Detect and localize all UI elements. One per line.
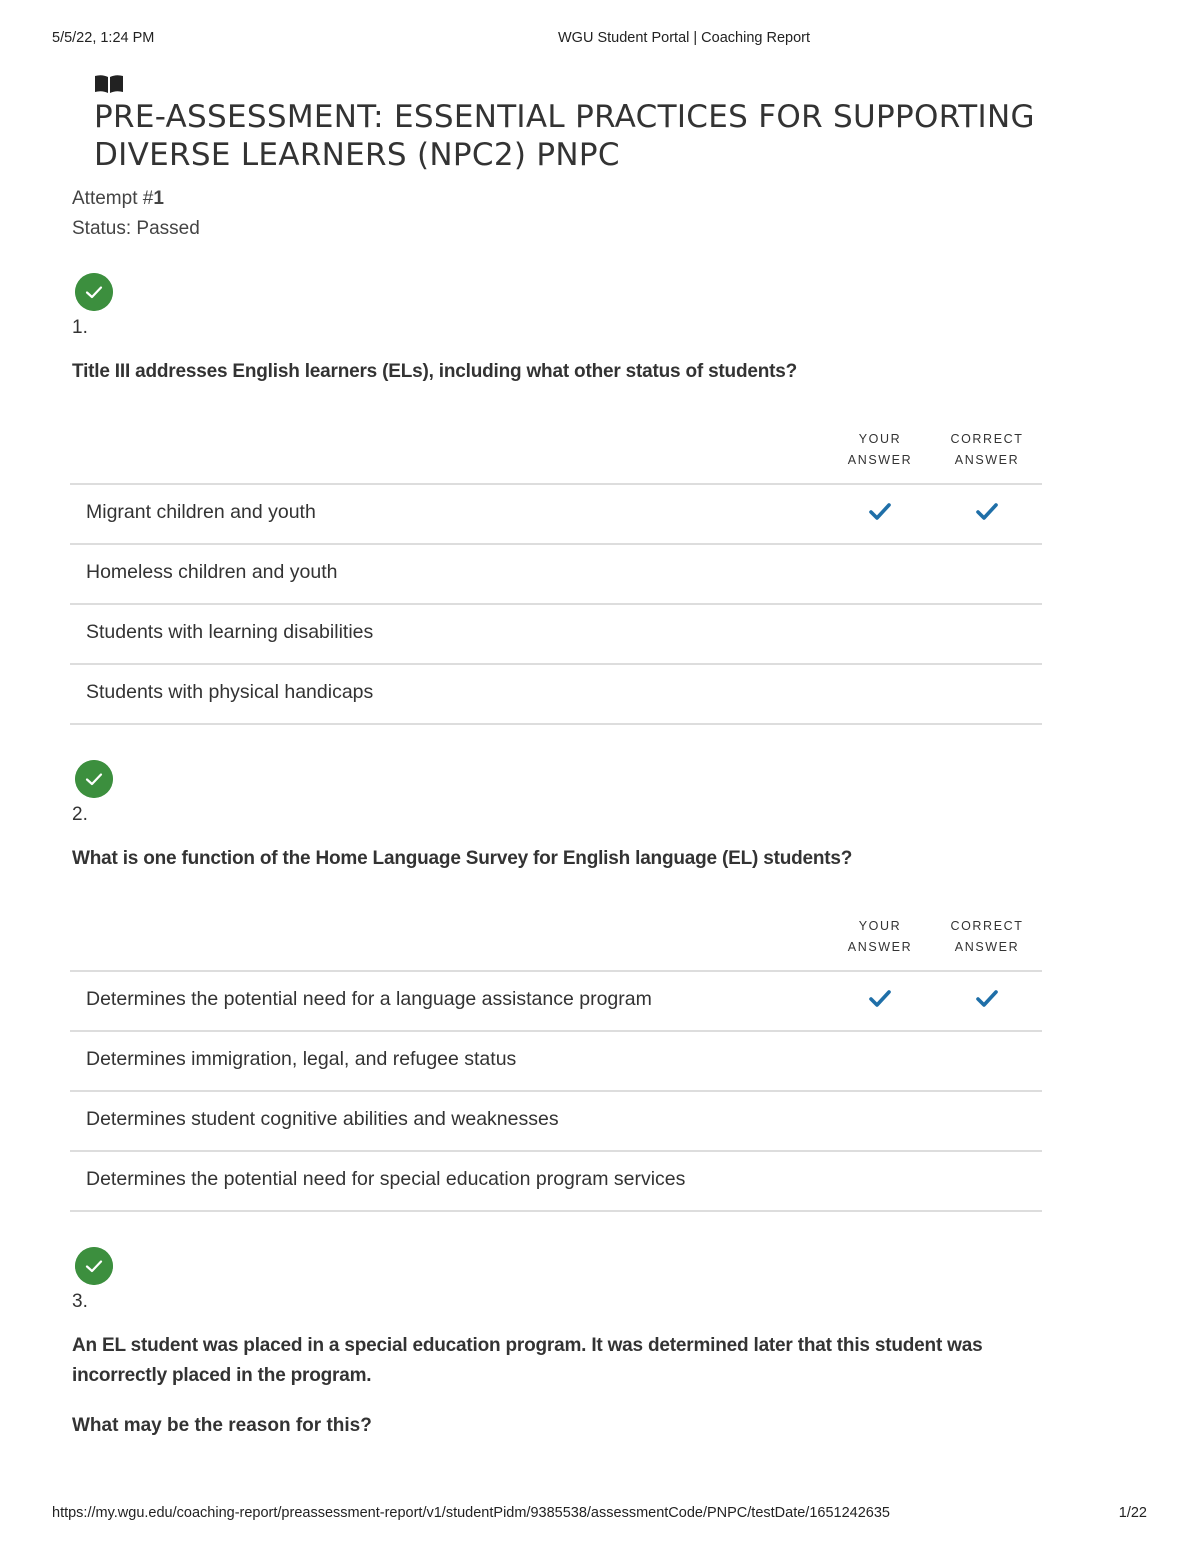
answer-label: Homeless children and youth <box>86 561 338 583</box>
question-text: What is one function of the Home Language Survey for English language (EL) students? <box>72 848 853 869</box>
correct-answer-checkmark-icon <box>976 989 998 1009</box>
page-url: https://my.wgu.edu/coaching-report/preassessment-report/v1/studentPidm/9385538/assessmentCode/PNPC/testDate/1651242635 <box>52 1505 890 1521</box>
answer-list <box>70 483 1042 725</box>
print-header <box>0 30 1200 50</box>
answer-label: Migrant children and youth <box>86 501 316 523</box>
status-text: Status: Passed <box>72 218 200 239</box>
your-answer-checkmark-icon <box>869 989 891 1009</box>
print-datetime: 5/5/22, 1:24 PM <box>52 30 155 46</box>
question-number: 3. <box>72 1291 88 1312</box>
answer-label: Determines the potential need for a language assistance program <box>86 988 652 1010</box>
attempt-label: Attempt # <box>72 188 154 209</box>
answer-row <box>70 483 1042 543</box>
question-text: An EL student was placed in a special education program. It was determined later that this student was incorrectly placed in the program. <box>72 1335 983 1386</box>
answer-row <box>70 663 1042 725</box>
check-circle-icon <box>75 760 113 798</box>
print-page-title: WGU Student Portal | Coaching Report <box>558 30 810 46</box>
question-prompt: What may be the reason for this? <box>72 1415 372 1436</box>
check-circle-icon <box>75 1247 113 1285</box>
answer-label: Students with physical handicaps <box>86 681 374 703</box>
page-number: 1/22 <box>1118 1505 1147 1521</box>
answer-row <box>70 1030 1042 1090</box>
question-text: Title III addresses English learners (ELs), including what other status of students? <box>72 361 798 382</box>
answer-row <box>70 970 1042 1030</box>
check-circle-icon <box>75 273 113 311</box>
print-footer <box>0 1505 1200 1525</box>
correct-answer-header: CORRECT ANSWER <box>950 432 1024 467</box>
page-title: PRE-ASSESSMENT: ESSENTIAL PRACTICES FOR SUPPORTING DIVERSE LEARNERS (NPC2) PNPC <box>94 99 1035 173</box>
question-number: 2. <box>72 804 88 825</box>
book-icon <box>94 74 124 94</box>
answer-list <box>70 970 1042 1212</box>
attempt-line <box>72 184 200 214</box>
your-answer-header: YOUR ANSWER <box>847 432 913 467</box>
answer-label: Determines student cognitive abilities and weaknesses <box>86 1108 559 1130</box>
question-number: 1. <box>72 317 88 338</box>
attempt-info <box>72 184 200 244</box>
your-answer-checkmark-icon <box>869 502 891 522</box>
your-answer-header: YOUR ANSWER <box>847 919 913 954</box>
answer-label: Determines the potential need for special education program services <box>86 1168 686 1190</box>
correct-answer-header: CORRECT ANSWER <box>950 919 1024 954</box>
answer-row <box>70 543 1042 603</box>
answer-row <box>70 1090 1042 1150</box>
attempt-number: 1 <box>153 188 164 209</box>
correct-answer-checkmark-icon <box>976 502 998 522</box>
answer-row <box>70 1150 1042 1212</box>
answer-row <box>70 603 1042 663</box>
answer-label: Students with learning disabilities <box>86 621 374 643</box>
answer-label: Determines immigration, legal, and refugee status <box>86 1048 517 1070</box>
